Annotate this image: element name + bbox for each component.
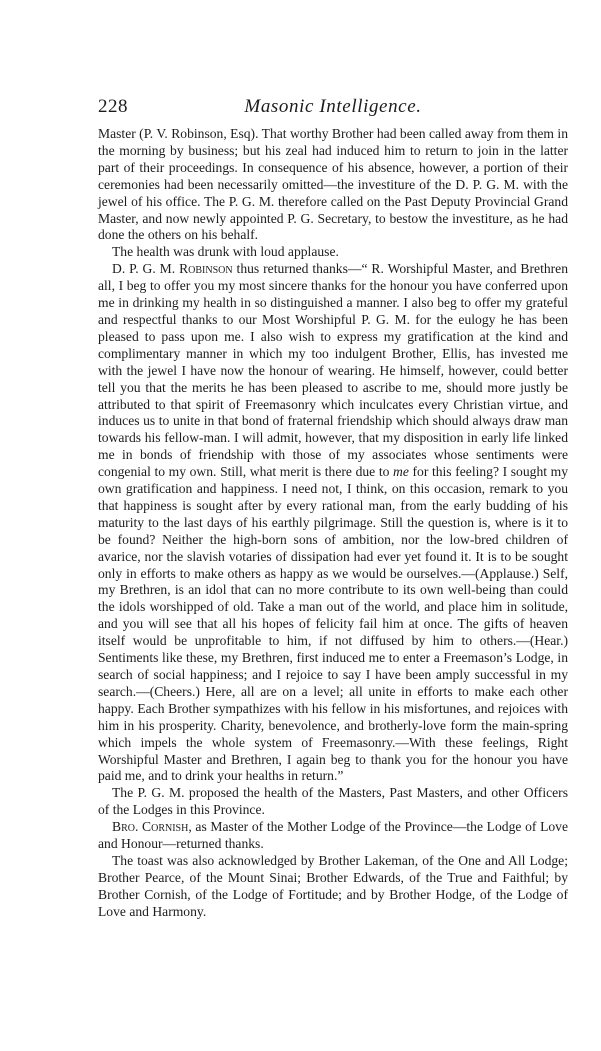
speaker-name: D. P. G. M. Robinson — [112, 261, 233, 277]
paragraph-robinson-speech: D. P. G. M. Robinson thus returned thanks—“ R. Worshipful Master, and Brethren all, I beg to offer you my most sincere thanks for the honour you have conferred upon me in drinking my health in so distinguished a manner. I also beg to offer my grateful and respectful thanks to our Most Worshipful P. G. M. for the eulogy he has been pleased to pass upon me. I also wish to express my gratification at the kind and complimentary manner in which my too indulgent Brother, Ellis, has invested me with the jewel I have now the honour of wearing. He himself, however, could better tell you that the merits he has been pleased to ascribe to me, should more justly be attributed to that spirit of Freemasonry which inculcates every Christian virtue, and induces us to unite in that bond of fraternal friendship which should always draw man towards his fellow-man. I will admit, however, that my disposition in early life linked me in bonds of friendship with those of my associates whose sentiments were congenial to my own. Still, what merit is there due to me for this feeling? I sought my own gratification and happiness. I need not, I think, on this occasion, remark to you that happiness is sought after by every rational man, from the early budding of his maturity to the last days of his earthly pilgrimage. Still the question is, where is it to be found? Neither the high-born sons of ambition, nor the low-bred children of avarice, nor the slavish votaries of dissipation had ever yet found it. It is to be sought only in efforts to make others as happy as we would be ourselves.—(Applause.) Self, my Brethren, is an idol that can no more contribute to its own well-being than could the idols worshipped of old. Take a man out of the world, and place him in solitude, and you will see that all his hopes of felicity fail him at once. The gifts of heaven itself would be unprofitable to him, if not diffused by him to others.—(Hear.) Sentiments like these, my Brethren, first induced me to enter a Freemason’s Lodge, in search of social happiness; and I rejoice to say I have been amply successful in my search.—(Cheers.) Here, all are on a level; all unite in efforts to make each other happy. Each Brother sympathizes with his fellow in his misfortunes, and rejoices with him in his prosperity. Charity, benevolence, and brotherly-love form the main-spring which impels the whole system of Freemasonry.—With these feelings, Right Worshipful Master and Brethren, I again beg to thank you for the honour you have paid me, and to drink your healths in return.” — [98, 261, 569, 784]
paragraph-cornish-thanks: Bro. Cornish, as Master of the Mother Lodge of the Province—the Lodge of Love and Honour—returned thanks. — [98, 819, 569, 852]
page-number: 228 — [98, 96, 128, 117]
speaker-name: Bro. Cornish, — [112, 819, 192, 835]
emphasis: me — [393, 464, 409, 480]
page-header — [98, 96, 568, 120]
article-body — [98, 126, 568, 921]
paragraph-continuation: Master (P. V. Robinson, Esq). That worthy Brother had been called away from them in the morning by business; but his zeal had induced him to return to join in the latter part of their proceedings. In consequence of his absence, however, a portion of their ceremonies had been necessarily omitted—the investiture of the D. P. G. M. with the jewel of his office. The P. G. M. therefore called on the Past Deputy Provincial Grand Master, and now newly appointed P. G. Secretary, to bestow the investiture, as he had done the others on his behalf. — [98, 126, 568, 243]
running-title: Masonic Intelligence. — [244, 96, 422, 117]
paragraph-masters-toast: The P. G. M. proposed the health of the Masters, Past Masters, and other Officers of the Lodges in this Province. — [98, 785, 568, 818]
book-page — [98, 96, 568, 921]
paragraph-toast-acknowledged: The toast was also acknowledged by Brother Lakeman, of the One and All Lodge; Brother Pearce, of the Mount Sinai; Brother Edwards, of the True and Faithful; by Brother Cornish, of the Lodge of Fortitude; and by Brother Hodge, of the Lodge of Love and Harmony. — [98, 852, 568, 919]
paragraph-health-drunk: The health was drunk with loud applause. — [112, 244, 339, 260]
